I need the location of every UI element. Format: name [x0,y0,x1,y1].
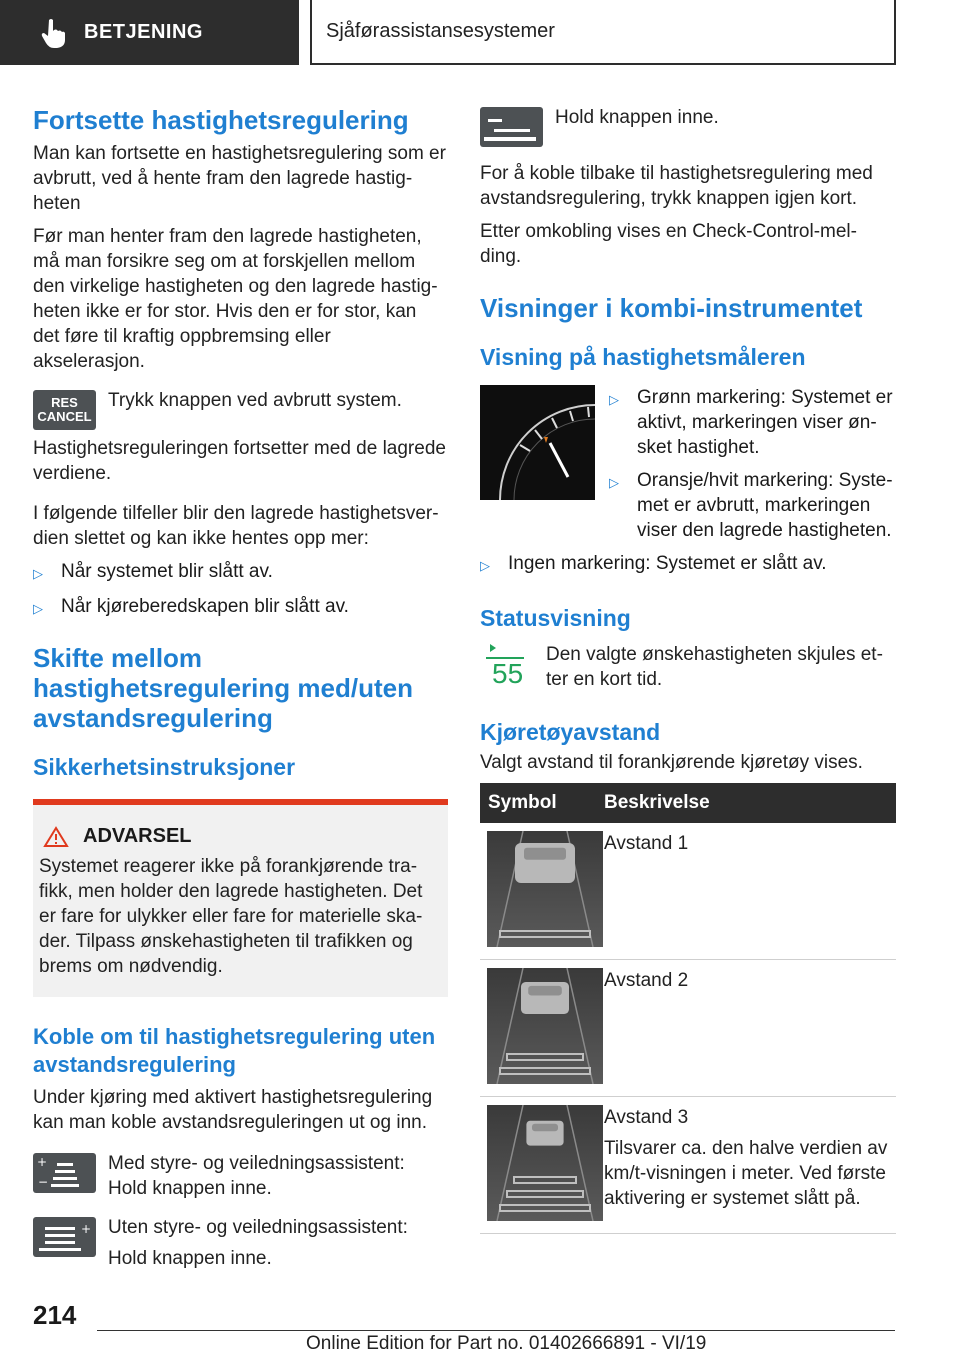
hold-text-2: Hold knappen inne. [108,1248,272,1269]
distance-2-image [487,968,603,1084]
with-steer-text: Med styre- og veiledningsassistent: [108,1153,405,1174]
para-deleted: I følgende tilfeller blir den lagrede hastighetsver-dien slettet og kan ikke hentes opp mer: [33,503,439,549]
col-desc: Beskrivelse [604,783,896,823]
svg-text:−: − [38,1175,49,1189]
col-symbol: Symbol [480,783,604,823]
desc-cell [604,823,896,960]
warning-box [33,799,448,997]
speedometer-image [480,385,595,500]
warning-triangle-icon [43,826,69,848]
page-footer [0,1290,960,1362]
table-header-row [480,783,896,823]
warning-text: Systemet reagerer ikke på forankjørende tra-fikk, men holder den lagrede hastigheten. Det er fare for ulykker eller fare for materielle ska-der. Tilpass ønskehastigheten til trafikken og brems om nødvendig. [39,856,423,977]
bullet-text: Når systemet blir slått av. [61,561,273,582]
without-steer-text: Uten styre- og veiledningsassistent: [108,1217,408,1238]
desc-cell [604,960,896,1097]
table-row [480,960,896,1097]
speedo-bullets [609,385,896,543]
res-text: Trykk knappen ved avbrutt system. [108,390,402,411]
desc-label: Avstand 2 [604,970,689,991]
distance-bars-icon [480,107,543,147]
status-row [480,642,896,692]
hand-pointer-icon [40,18,66,48]
symbol-cell [480,960,604,1097]
speedo-section [480,385,896,543]
bullet-text: Når kjøreberedskapen blir slått av. [61,596,349,617]
distance-bars-icon [33,1153,96,1193]
desc-extra: Tilsvarer ca. den halve verdien av km/t-visningen i meter. Ved første aktivering er systemet slått på. [604,1138,888,1209]
warning-title-text: ADVARSEL [83,825,192,847]
distance-steer-icon [33,1153,96,1193]
footer-divider [97,1330,895,1331]
para-back: For å koble tilbake til hastighetsregulering med avstandsregulering, trykk knappen igjen kort. [480,163,873,209]
distance-icon [480,107,543,147]
heading-switch-off: Koble om til hastighetsregulering uten avstandsregulering [33,1024,436,1077]
symbol-cell [480,823,604,960]
desc-label: Avstand 3 [604,1107,689,1128]
para-switch-off: Under kjøring med aktivert hastighetsregulering kan man koble avstandsreguleringen ut og inn. [33,1087,433,1133]
heading-status: Statusvisning [480,605,631,631]
speedometer-dial-icon [480,385,595,500]
heading-resume: Fortsette hastighetsregulering [33,105,409,135]
desc-cell [604,1097,896,1234]
bullet-triangle-icon: ▷ [609,392,619,407]
no-steer-row [33,1215,448,1271]
left-column [33,100,448,1271]
bullet-triangle-icon: ▷ [33,566,43,581]
section-tab [0,0,299,65]
status-speed-number: 55 [492,658,524,689]
bullet-item [609,385,896,460]
chapter-tab [310,0,896,65]
distance-1-image [487,831,603,947]
table-row [480,823,896,960]
page-header [0,0,960,66]
status-speed-icon [480,642,536,692]
res-text-2: Hastighetsreguleringen fortsetter med de lagrede verdiene. [33,438,446,484]
bullet-triangle-icon: ▷ [480,558,490,573]
svg-text:+: + [81,1222,92,1236]
para-check: Etter omkobling vises en Check-Control-mel-ding. [480,221,857,267]
bullet-triangle-icon: ▷ [33,601,43,616]
res-label: RES [51,395,78,410]
distance-table [480,783,896,1234]
bullet-item [480,551,896,578]
bullet-text: Ingen markering: Systemet er slått av. [508,553,827,574]
right-column [480,100,896,1234]
page-number: 214 [33,1300,77,1330]
para-distance: Valgt avstand til forankjørende kjøretøy vises. [480,752,863,773]
desc-label: Avstand 1 [604,833,689,854]
edition-text: Online Edition for Part no. 01402666891 - VI/19 [306,1333,707,1354]
hold-text-3: Hold knappen inne. [555,107,719,128]
warning-title [43,825,440,848]
steer-assist-row [33,1151,448,1201]
hold-row [480,105,896,147]
heading-distance: Kjøretøyavstand [480,719,661,745]
bullet-text: Grønn markering: Systemet er aktivt, markeringen viser øn-sket hastighet. [637,387,893,458]
heading-display: Visninger i kombi-instrumentet [480,293,863,323]
distance-bars-icon [33,1217,96,1257]
table-row [480,1097,896,1234]
svg-text:+: + [37,1155,48,1169]
section-title: BETJENING [84,21,203,43]
heading-safety: Sikkerhetsinstruksjoner [33,754,296,780]
distance-icon [33,1217,96,1257]
symbol-cell [480,1097,604,1234]
bullet-item [33,594,448,621]
cancel-label: CANCEL [37,409,92,424]
status-text: Den valgte ønskehastigheten skjules et-ter en kort tid. [546,644,883,690]
hold-text-1: Hold knappen inne. [108,1178,272,1199]
bullet-item [33,559,448,586]
chapter-title: Sjåførassistansesystemer [326,20,555,42]
distance-3-image [487,1105,603,1221]
res-cancel-icon [33,390,96,430]
heading-switch: Skifte mellom hastighetsregulering med/uten avstandsregulering [33,643,413,733]
bullet-item [609,468,896,543]
para-resume-1: Man kan fortsette en hastighetsregulering som er avbrutt, ved å hente fram den lagrede hastig-heten [33,143,446,214]
bullet-triangle-icon: ▷ [609,475,619,490]
heading-speedo: Visning på hastighetsmåleren [480,344,806,370]
bullet-text: Oransje/hvit markering: Syste-met er avbrutt, markeringen viser den lagrede hastigheten. [637,470,893,541]
res-cancel-row [33,388,448,430]
para-resume-2: Før man henter fram den lagrede hastigheten, må man forsikre seg om at forskjellen mellom den virkelige hastigheten og den lagrede hastig-heten ikke er for stor. Hvis den er for stor, kan det føre til kraftig oppbremsing eller akselerasjon. [33,226,438,372]
